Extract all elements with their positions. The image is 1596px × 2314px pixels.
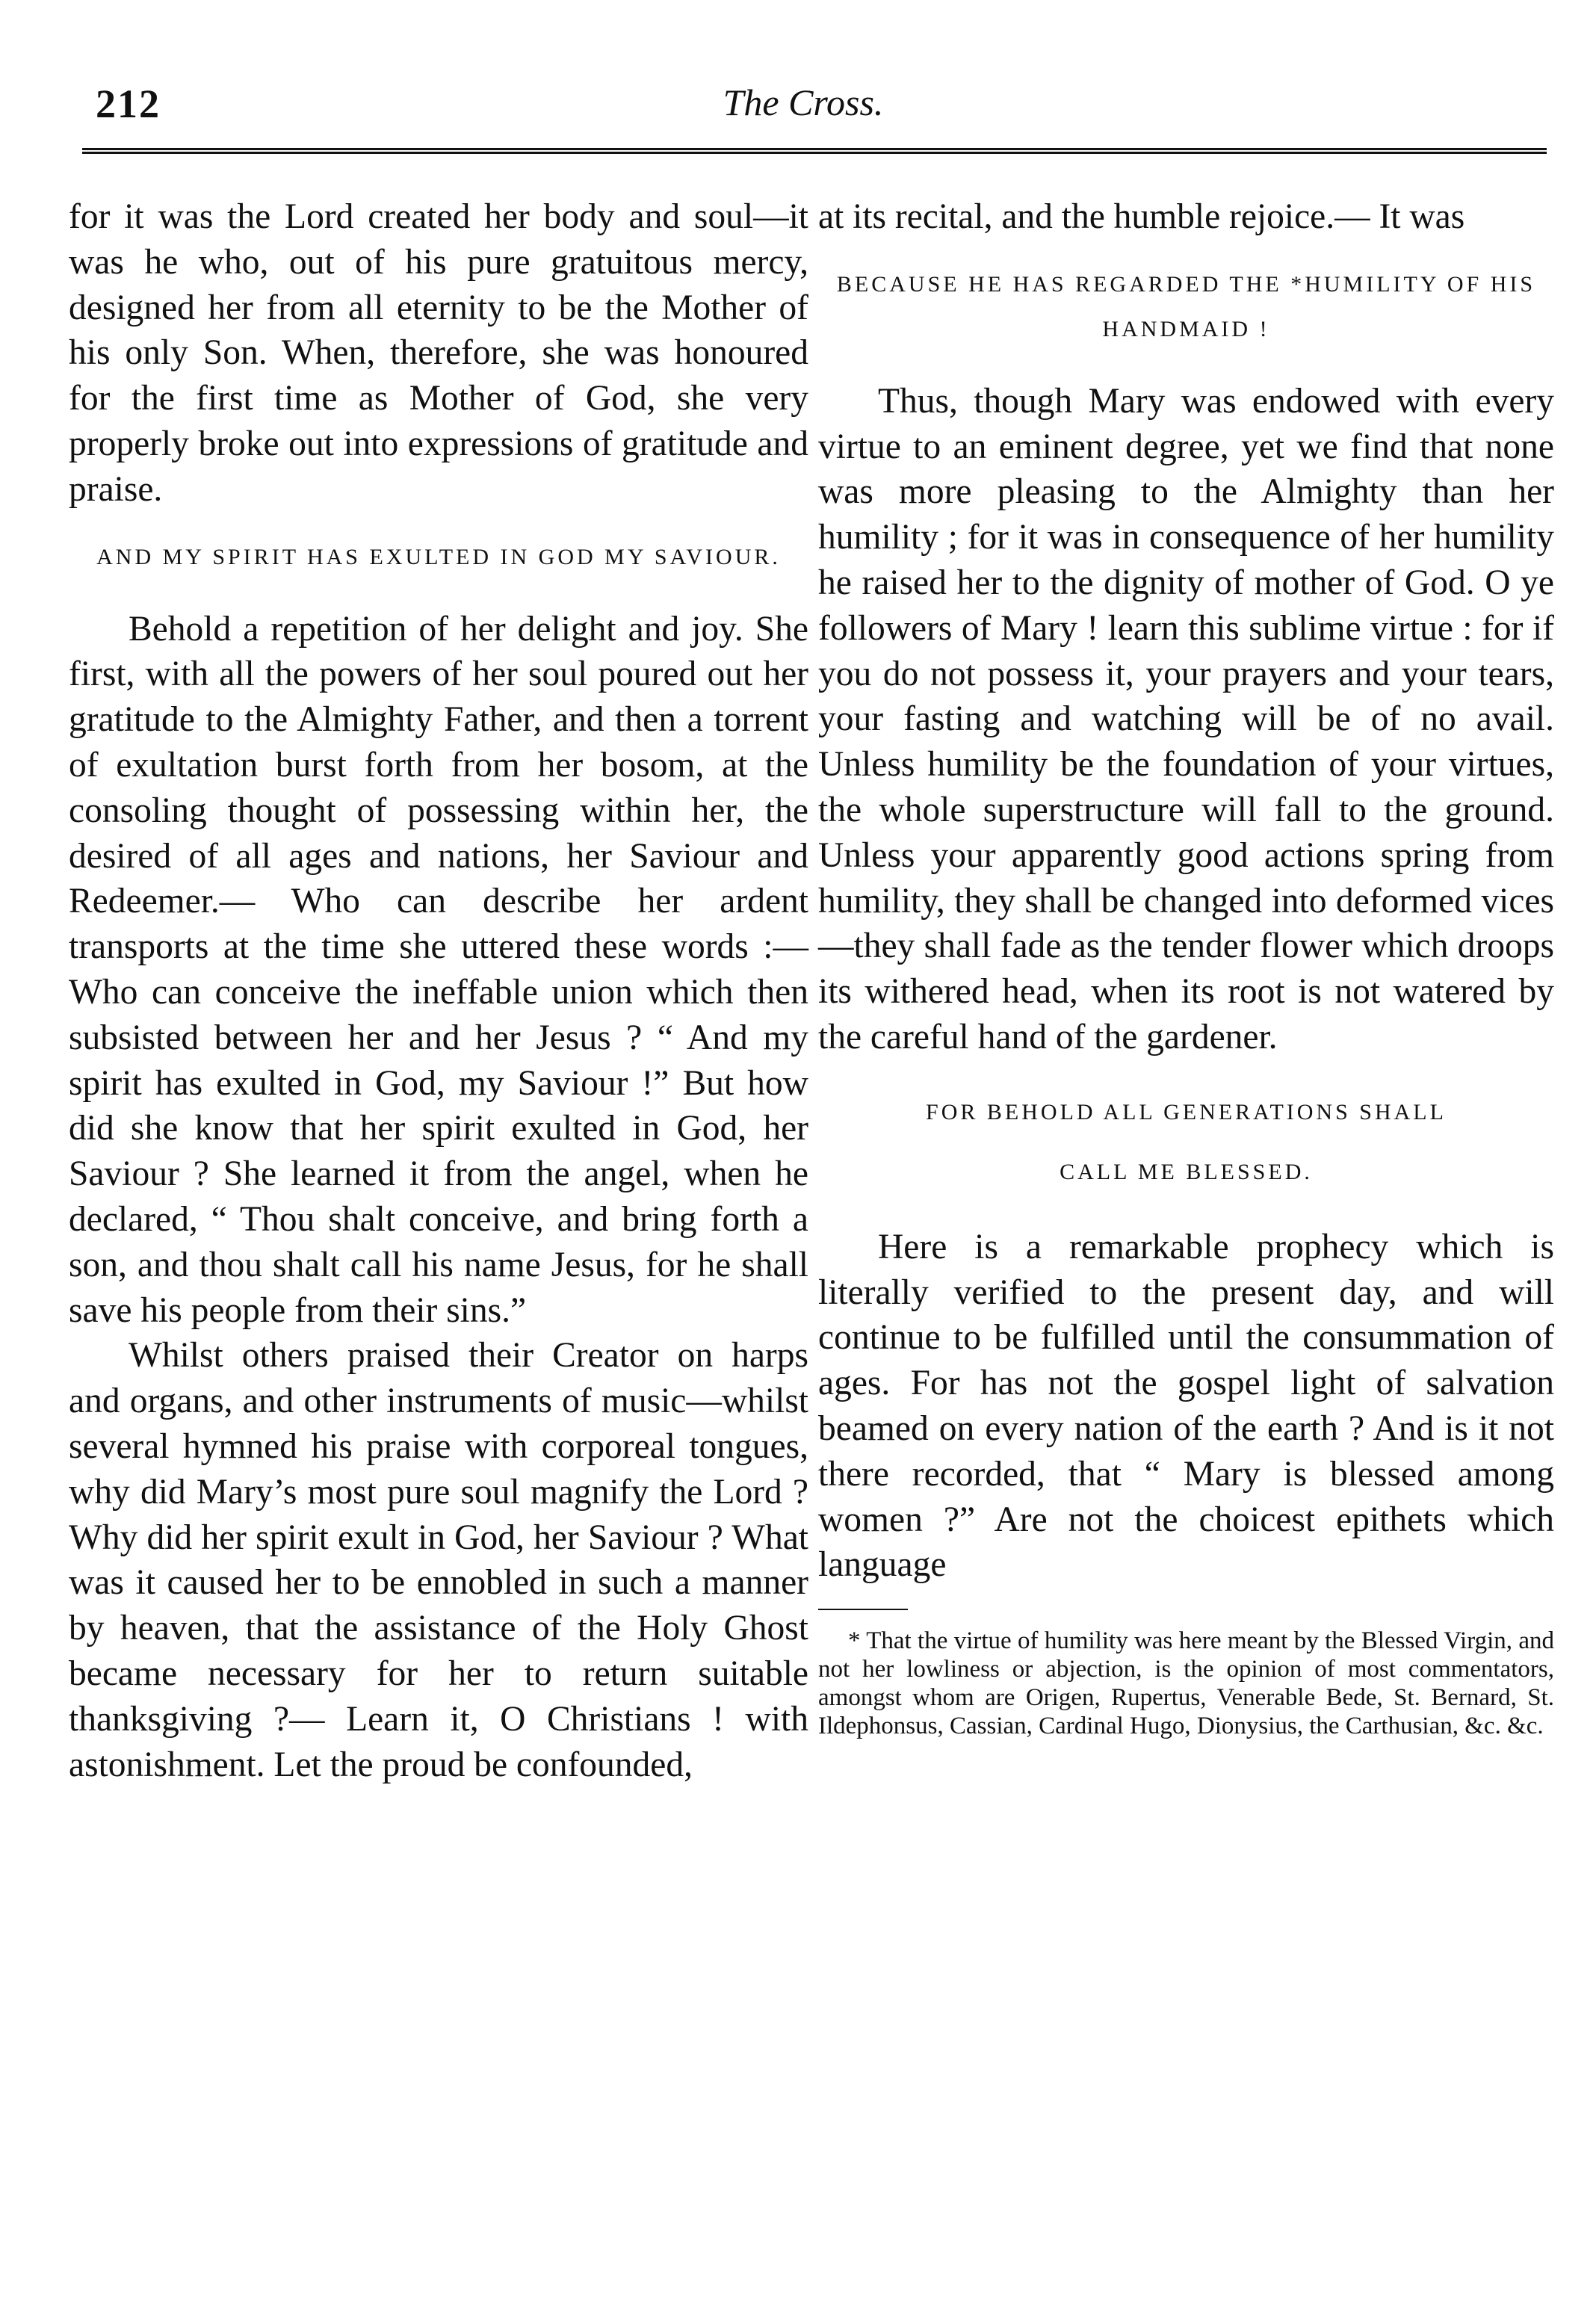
section-heading-generations [818, 1090, 1554, 1195]
left-paragraph-1: for it was the Lord created her body and soul—it was he who, out of his pure gratuitous mercy, designed her from all eternity to be the Mother of his only Son. When, therefore, she was honoured for the first time as Mother of God, she very properly broke out into expressions of gratitude and praise. [69, 197, 808, 509]
page-header [60, 81, 1547, 140]
right-paragraph-3: Here is a remarkable prophecy which is literally verified to the present day, and will continue to be fulfilled until the consummation of ages. For has not the gospel light of salvation beamed on every nation of the earth ? And is it not there recorded, that “ Mary is blessed among women ?” Are not the choicest epithets which language [818, 1227, 1554, 1585]
section-heading-exulted: AND MY SPIRIT HAS EXULTED IN GOD MY SAVIOUR. [96, 544, 781, 569]
left-paragraph-2: Behold a repetition of her delight and joy. She first, with all the powers of her soul poured out her gratitude to the Almighty Father, and then a torrent of exultation burst forth from her bosom, at the consoling thought of possessing within her, the desired of all ages and nations, her Saviour and Redeemer.— Who can describe her ardent transports at the time she uttered these words :— Who can conceive the ineffable union which then subsisted between her and her Jesus ? “ And my spirit has exulted in God, my Saviour !” But how did she know that her spirit exulted in God, her Saviour ? She learned it from the angel, when he declared, “ Thou shalt conceive, and bring forth a son, and thou shalt call his name Jesus, for he shall save his people from their sins.” [69, 609, 808, 1330]
page-number: 212 [96, 81, 161, 126]
running-title: The Cross. [723, 81, 884, 123]
right-paragraph-1: at its recital, and the humble rejoice.— It was [818, 197, 1465, 236]
header-rule [82, 148, 1547, 154]
footnote: * That the virtue of humility was here meant by the Blessed Virgin, and not her lowliness or abjection, is the opinion of most commentators, amongst whom are Origen, Rupertus, Venerable Bede, St. Bernard, St. Ildephonsus, Cassian, Cardinal Hugo, Dionysius, the Carthusian, &c. &c. [818, 1627, 1554, 1740]
section-heading-humility: BECAUSE HE HAS REGARDED THE *HUMILITY OF HIS HANDMAID ! [836, 271, 1536, 341]
section-heading-generations-line-2: CALL ME BLESSED. [1060, 1159, 1313, 1184]
left-column [69, 194, 808, 1787]
section-heading-generations-line-1: FOR BEHOLD ALL GENERATIONS SHALL [926, 1099, 1447, 1124]
right-paragraph-2: Thus, though Mary was endowed with every virtue to an eminent degree, yet we find that none was more pleasing to the Almighty than her humility ; for it was in consequence of her humility he raised her to the dignity of mother of God. O ye followers of Mary ! learn this sublime virtue : for if you do not possess it, your prayers and your tears, your fasting and watching will be of no avail. Unless humility be the foundation of your virtues, the whole superstructure will fall to the ground. Unless your apparently good actions spring from humility, they shall be changed into deformed vices—they shall fade as the tender flower which droops its withered head, when its root is not watered by the careful hand of the gardener. [818, 381, 1554, 1057]
footnote-divider [818, 1609, 908, 1610]
right-column [818, 194, 1554, 1740]
left-paragraph-3: Whilst others praised their Creator on harps and organs, and other instruments of music—whilst several hymned his praise with corporeal tongues, why did Mary’s most pure soul magnify the Lord ? Why did her spirit exult in God, her Saviour ? What was it caused her to be ennobled in such a manner by heaven, that the assistance of the Holy Ghost became necessary for her to return suitable thanksgiving ?— Learn it, O Christians ! with astonishment. Let the proud be confounded, [69, 1336, 808, 1784]
